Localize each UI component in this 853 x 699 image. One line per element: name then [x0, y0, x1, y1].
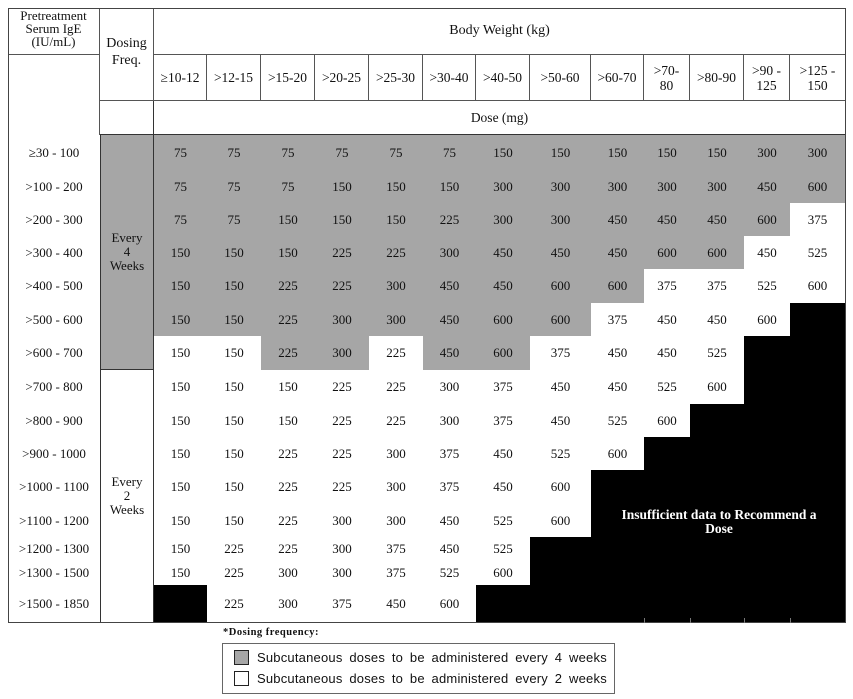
dose-cell: 225 [261, 303, 315, 336]
column-tick [790, 618, 791, 623]
dose-cell: 525 [644, 370, 690, 404]
dose-cell: 150 [207, 236, 261, 269]
dose-cell: 225 [315, 370, 369, 404]
insufficient-data-cell [744, 404, 790, 437]
dose-cell: 225 [315, 269, 369, 303]
dose-cell: 600 [530, 303, 591, 336]
dose-cell: 150 [154, 336, 207, 370]
dosing-freq-every-4-weeks [100, 135, 154, 370]
legend-title: *Dosing frequency: [223, 627, 320, 638]
dose-cell: 150 [207, 404, 261, 437]
text-line: >50-60 [540, 70, 580, 85]
swatch-white-every-2-weeks [234, 671, 249, 686]
column-tick [744, 618, 745, 623]
dose-cell: 525 [476, 504, 530, 537]
insufficient-data-cell [790, 470, 845, 504]
text-line: >30-40 [429, 70, 469, 85]
body-weight-header: Body Weight (kg) [154, 8, 845, 55]
text-line: Dose [705, 521, 733, 536]
ige-header-blank [8, 55, 100, 135]
insufficient-data-cell [790, 336, 845, 370]
dose-cell: 450 [423, 269, 476, 303]
insufficient-data-cell [530, 585, 591, 622]
dose-cell: 300 [423, 370, 476, 404]
dose-cell: 300 [690, 170, 744, 203]
dose-cell: 225 [261, 437, 315, 470]
ige-range-label: >900 - 1000 [8, 437, 100, 470]
insufficient-data-cell [644, 470, 690, 504]
dose-cell: 525 [790, 236, 845, 269]
text-line: Pretreatment [20, 8, 87, 23]
dose-cell: 225 [261, 269, 315, 303]
ige-range-label: >600 - 700 [8, 336, 100, 370]
dose-cell: 300 [591, 170, 644, 203]
dose-cell: 150 [591, 135, 644, 170]
insufficient-data-cell [744, 585, 790, 622]
insufficient-data-cell [790, 303, 845, 336]
dose-cell: 225 [369, 236, 423, 269]
insufficient-data-cell [530, 561, 591, 585]
dose-cell: 150 [154, 404, 207, 437]
dose-cell: 300 [369, 303, 423, 336]
weight-column-header [790, 55, 845, 101]
ige-range-label: >700 - 800 [8, 370, 100, 404]
dose-cell: 450 [423, 504, 476, 537]
weight-column-header [591, 55, 644, 101]
text-line: 125 [756, 77, 777, 93]
dose-cell: 600 [530, 504, 591, 537]
dose-cell: 375 [423, 437, 476, 470]
dose-cell: 150 [261, 203, 315, 236]
insufficient-data-cell [530, 537, 591, 561]
legend-label: Subcutaneous doses to be administered every 4 weeks [257, 650, 607, 665]
dose-cell: 225 [261, 470, 315, 504]
dose-cell: 450 [476, 470, 530, 504]
ige-range-label: >100 - 200 [8, 170, 100, 203]
text-line: >25-30 [375, 70, 416, 85]
text-line: Weeks [109, 502, 145, 517]
weight-column-header [154, 55, 207, 101]
insufficient-data-cell [690, 585, 744, 622]
ige-range-label: >1500 - 1850 [8, 585, 100, 622]
dose-cell: 75 [207, 203, 261, 236]
dose-cell: 450 [591, 370, 644, 404]
dose-cell: 600 [530, 470, 591, 504]
dose-cell: 600 [690, 236, 744, 269]
dose-cell: 525 [591, 404, 644, 437]
dose-cell: 600 [790, 269, 845, 303]
insufficient-data-cell [591, 561, 644, 585]
dose-cell: 450 [423, 336, 476, 370]
dose-cell: 150 [207, 269, 261, 303]
insufficient-data-cell [644, 437, 690, 470]
dose-cell: 300 [476, 170, 530, 203]
dose-cell: 300 [315, 537, 369, 561]
text-line: Weeks [109, 258, 145, 273]
text-line: Insufficient data to Recommend a [621, 507, 817, 522]
dose-cell: 450 [644, 303, 690, 336]
dose-cell: 300 [744, 135, 790, 170]
dose-cell: 75 [261, 170, 315, 203]
insufficient-data-cell [744, 470, 790, 504]
dose-cell: 150 [644, 135, 690, 170]
insufficient-data-cell [790, 537, 845, 561]
dose-cell: 150 [261, 404, 315, 437]
dose-cell: 375 [644, 269, 690, 303]
dose-cell: 600 [644, 236, 690, 269]
dose-cell: 150 [207, 470, 261, 504]
dose-cell: 450 [591, 236, 644, 269]
dose-cell: 600 [423, 585, 476, 622]
ige-range-label: >400 - 500 [8, 269, 100, 303]
dosing-freq-header [100, 8, 154, 101]
ige-range-label: >300 - 400 [8, 236, 100, 269]
dose-cell: 225 [423, 203, 476, 236]
dose-cell: 225 [315, 236, 369, 269]
insufficient-data-cell [744, 437, 790, 470]
text-line: >12-15 [213, 70, 254, 85]
dose-cell: 375 [315, 585, 369, 622]
text-line: (IU/mL) [31, 34, 76, 49]
dose-cell: 375 [790, 203, 845, 236]
dose-cell: 525 [690, 336, 744, 370]
dose-cell: 600 [790, 170, 845, 203]
dose-cell: 75 [154, 170, 207, 203]
dose-cell: 75 [207, 135, 261, 170]
insufficient-data-cell [690, 537, 744, 561]
dose-cell: 150 [154, 236, 207, 269]
dose-cell: 450 [530, 236, 591, 269]
weight-column-header [476, 55, 530, 101]
dose-cell: 600 [530, 269, 591, 303]
dose-cell: 75 [315, 135, 369, 170]
dose-cell: 300 [369, 437, 423, 470]
dosing-freq-every-2-weeks [100, 370, 154, 622]
text-line: Freq. [111, 53, 142, 68]
swatch-grey-every-4-weeks [234, 650, 249, 665]
dose-cell: 300 [315, 303, 369, 336]
dose-cell: 450 [591, 336, 644, 370]
dose-cell: 600 [744, 203, 790, 236]
dose-cell: 75 [369, 135, 423, 170]
dose-cell: 150 [154, 303, 207, 336]
dose-cell: 225 [315, 470, 369, 504]
dose-cell: 300 [261, 561, 315, 585]
dose-cell: 225 [369, 404, 423, 437]
insufficient-data-cell [790, 437, 845, 470]
insufficient-data-cell [591, 585, 644, 622]
dose-cell: 150 [207, 504, 261, 537]
dose-cell: 150 [690, 135, 744, 170]
weight-column-header [644, 55, 690, 101]
insufficient-data-cell [644, 561, 690, 585]
dose-cell: 450 [690, 203, 744, 236]
dose-cell: 225 [369, 370, 423, 404]
ige-range-label: >1000 - 1100 [8, 470, 100, 504]
dose-cell: 150 [207, 437, 261, 470]
weight-column-header [315, 55, 369, 101]
dose-cell: 525 [476, 537, 530, 561]
dose-cell: 600 [591, 269, 644, 303]
dose-cell: 300 [530, 203, 591, 236]
dose-cell: 225 [207, 537, 261, 561]
ige-range-label: >1200 - 1300 [8, 537, 100, 561]
insufficient-data-cell [790, 370, 845, 404]
weight-column-header [207, 55, 261, 101]
dose-cell: 300 [423, 236, 476, 269]
column-tick [644, 618, 645, 623]
text-line: >70- [653, 62, 680, 78]
text-line: 150 [807, 77, 828, 93]
dose-cell: 150 [369, 170, 423, 203]
insufficient-data-cell [690, 404, 744, 437]
insufficient-data-cell [154, 585, 207, 622]
insufficient-data-cell [591, 537, 644, 561]
dose-cell: 450 [423, 303, 476, 336]
dose-cell: 150 [261, 370, 315, 404]
dose-cell: 450 [690, 303, 744, 336]
insufficient-data-cell [591, 470, 644, 504]
dose-cell: 150 [207, 370, 261, 404]
dose-cell: 150 [154, 437, 207, 470]
insufficient-data-cell [790, 404, 845, 437]
ige-range-label: >800 - 900 [8, 404, 100, 437]
dose-cell: 450 [476, 236, 530, 269]
dose-cell: 150 [261, 236, 315, 269]
dose-cell: 150 [315, 203, 369, 236]
dose-cell: 300 [315, 561, 369, 585]
text-line: Every [111, 474, 143, 489]
dose-cell: 150 [154, 370, 207, 404]
text-line: >40-50 [482, 70, 523, 85]
text-line: >20-25 [321, 70, 362, 85]
insufficient-data-cell [790, 561, 845, 585]
dose-cell: 150 [476, 135, 530, 170]
dose-cell: 150 [154, 470, 207, 504]
dose-cell: 375 [369, 537, 423, 561]
dose-cell: 150 [154, 269, 207, 303]
dose-cell: 450 [644, 203, 690, 236]
dose-cell: 375 [530, 336, 591, 370]
text-line: Serum IgE [25, 21, 82, 36]
column-tick [690, 618, 691, 623]
dose-cell: 525 [423, 561, 476, 585]
dose-cell: 225 [261, 537, 315, 561]
weight-column-header [744, 55, 790, 101]
dose-cell: 450 [744, 236, 790, 269]
dose-cell: 375 [476, 404, 530, 437]
text-line: Every [111, 230, 143, 245]
dose-cell: 600 [690, 370, 744, 404]
dose-cell: 450 [744, 170, 790, 203]
ige-range-label: >1100 - 1200 [8, 504, 100, 537]
insufficient-data-cell [790, 585, 845, 622]
dose-cell: 300 [530, 170, 591, 203]
text-line: >80-90 [696, 70, 737, 85]
dose-cell: 150 [315, 170, 369, 203]
dose-cell: 600 [744, 303, 790, 336]
insufficient-data-cell [690, 470, 744, 504]
dose-cell: 150 [207, 336, 261, 370]
dose-cell: 150 [154, 504, 207, 537]
legend-label: Subcutaneous doses to be administered every 2 weeks [257, 671, 607, 686]
dose-cell: 600 [476, 561, 530, 585]
weight-column-header [369, 55, 423, 101]
dose-cell: 300 [369, 504, 423, 537]
dose-cell: 300 [315, 336, 369, 370]
dose-cell: 525 [530, 437, 591, 470]
dose-cell: 525 [744, 269, 790, 303]
dose-cell: 150 [207, 303, 261, 336]
dose-mg-header: Dose (mg) [154, 101, 845, 135]
weight-column-header [261, 55, 315, 101]
dose-cell: 150 [154, 561, 207, 585]
dose-cell: 450 [644, 336, 690, 370]
ige-range-label: ≥30 - 100 [8, 135, 100, 170]
dose-cell: 225 [261, 336, 315, 370]
dose-cell: 600 [476, 336, 530, 370]
dose-cell: 225 [369, 336, 423, 370]
dose-cell: 450 [476, 269, 530, 303]
dose-cell: 450 [530, 404, 591, 437]
text-line: >125 - [799, 62, 836, 78]
text-line: >15-20 [267, 70, 308, 85]
insufficient-data-cell [744, 370, 790, 404]
weight-column-header [690, 55, 744, 101]
insufficient-data-cell [744, 336, 790, 370]
dose-cell: 300 [476, 203, 530, 236]
dose-cell: 375 [476, 370, 530, 404]
text-line: 4 [123, 244, 131, 259]
insufficient-data-label [596, 504, 842, 540]
dose-cell: 225 [207, 585, 261, 622]
dose-cell: 600 [644, 404, 690, 437]
dose-cell: 375 [423, 470, 476, 504]
text-line: >60-70 [597, 70, 637, 85]
weight-column-header [530, 55, 591, 101]
dose-cell: 300 [315, 504, 369, 537]
dose-cell: 600 [476, 303, 530, 336]
dose-cell: 75 [154, 203, 207, 236]
weight-column-header [423, 55, 476, 101]
dose-cell: 225 [315, 437, 369, 470]
dose-cell: 75 [154, 135, 207, 170]
dose-cell: 225 [315, 404, 369, 437]
text-line: ≥10-12 [160, 70, 200, 85]
dose-cell: 375 [690, 269, 744, 303]
insufficient-data-cell [690, 437, 744, 470]
dose-cell: 225 [207, 561, 261, 585]
text-line: Dosing [106, 36, 147, 51]
ige-range-label: >200 - 300 [8, 203, 100, 236]
dosing-header-blank [100, 101, 154, 135]
dose-cell: 300 [644, 170, 690, 203]
insufficient-data-cell [690, 561, 744, 585]
insufficient-data-cell [644, 585, 690, 622]
dose-cell: 450 [476, 437, 530, 470]
dose-cell: 375 [369, 561, 423, 585]
dose-cell: 450 [369, 585, 423, 622]
text-line: 80 [659, 77, 674, 93]
insufficient-data-cell [744, 561, 790, 585]
dose-cell: 450 [530, 370, 591, 404]
dose-cell: 450 [423, 537, 476, 561]
dose-cell: 300 [423, 404, 476, 437]
dose-cell: 450 [591, 203, 644, 236]
dose-cell: 225 [261, 504, 315, 537]
text-line: 2 [123, 488, 131, 503]
dose-cell: 150 [369, 203, 423, 236]
dose-cell: 75 [423, 135, 476, 170]
dose-cell: 300 [369, 269, 423, 303]
dose-cell: 300 [369, 470, 423, 504]
dose-cell: 150 [530, 135, 591, 170]
dose-cell: 75 [261, 135, 315, 170]
dose-cell: 300 [261, 585, 315, 622]
ige-range-label: >500 - 600 [8, 303, 100, 336]
dose-cell: 375 [591, 303, 644, 336]
dose-cell: 150 [423, 170, 476, 203]
ige-header [8, 8, 100, 55]
dose-cell: 75 [207, 170, 261, 203]
dose-cell: 300 [790, 135, 845, 170]
ige-range-label: >1300 - 1500 [8, 561, 100, 585]
dose-cell: 600 [591, 437, 644, 470]
text-line: >90 - [752, 62, 781, 78]
dose-cell: 150 [154, 537, 207, 561]
insufficient-data-cell [476, 585, 530, 622]
insufficient-data-cell [644, 537, 690, 561]
insufficient-data-cell [744, 537, 790, 561]
